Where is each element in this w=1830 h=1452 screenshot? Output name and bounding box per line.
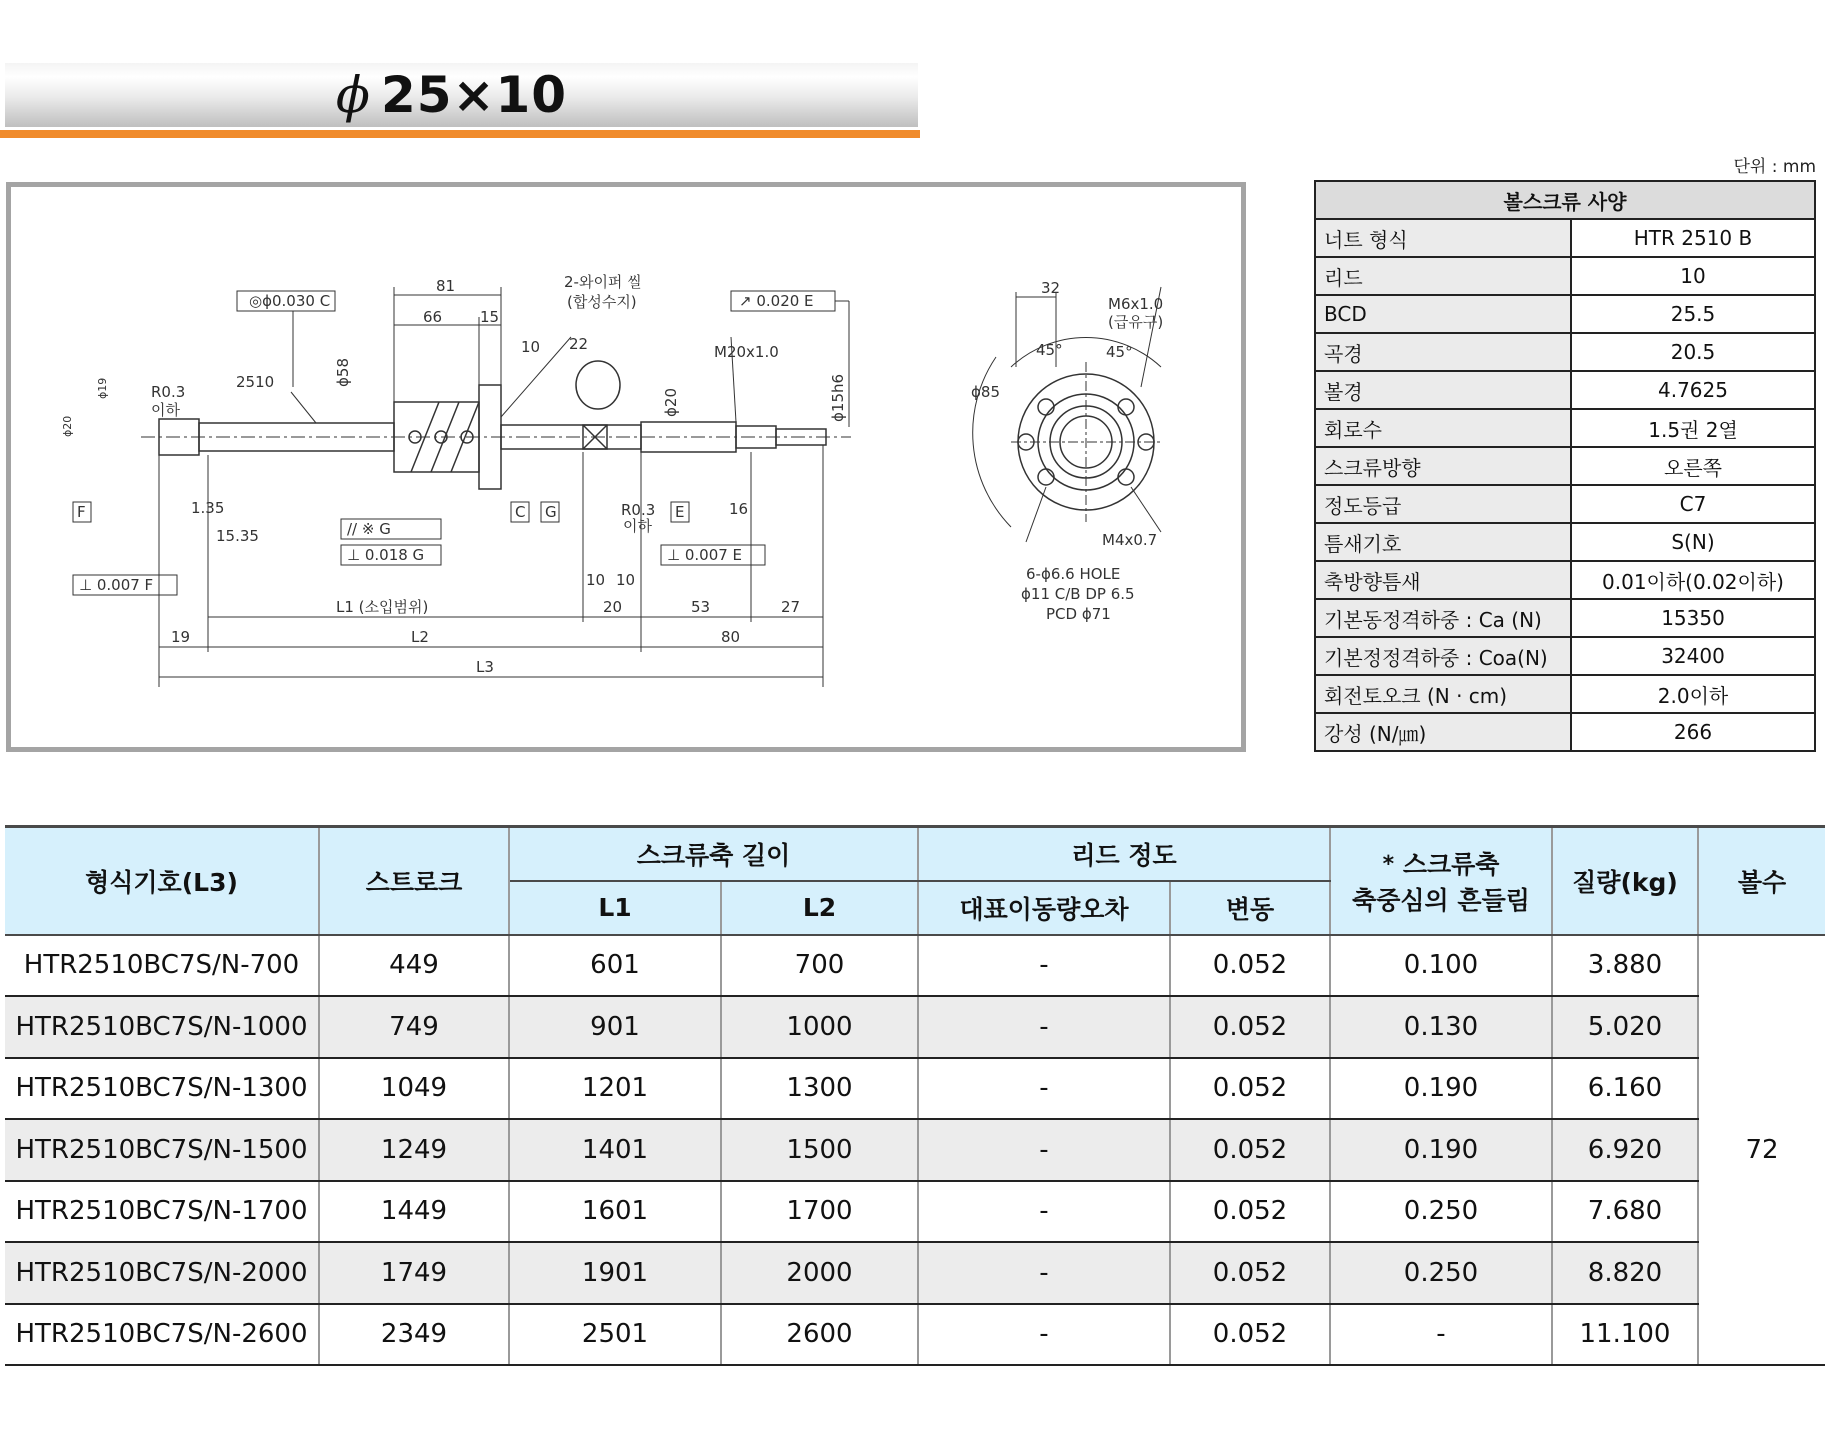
dim-10a: 10 xyxy=(586,571,606,589)
rep-error-cell: - xyxy=(918,1119,1170,1181)
spec-value: 오른쪽 xyxy=(1571,447,1815,485)
spec-value: S(N) xyxy=(1571,523,1815,561)
l1-cell: 1901 xyxy=(509,1242,721,1304)
table-row xyxy=(5,935,1825,997)
model-cell: HTR2510BC7S/N-1700 xyxy=(5,1181,319,1243)
model-cell: HTR2510BC7S/N-1300 xyxy=(5,1058,319,1120)
model-cell: HTR2510BC7S/N-1500 xyxy=(5,1119,319,1181)
spec-value: 2.0이하 xyxy=(1571,675,1815,713)
dim-1535: 15.35 xyxy=(216,527,259,545)
spec-body xyxy=(1315,219,1815,751)
dim-135: 1.35 xyxy=(191,499,225,517)
table-row xyxy=(5,996,1825,1058)
l1-cell: 1601 xyxy=(509,1181,721,1243)
spec-key: 볼경 xyxy=(1315,371,1571,409)
header-runout xyxy=(1330,827,1552,935)
dim-80: 80 xyxy=(721,628,741,646)
spec-key: 회전토오크 (N · cm) xyxy=(1315,675,1571,713)
table-row xyxy=(5,1058,1825,1120)
label-l2: L2 xyxy=(411,628,429,646)
l2-cell: 1300 xyxy=(721,1058,918,1120)
mass-cell: 11.100 xyxy=(1552,1304,1698,1366)
mass-cell: 8.820 xyxy=(1552,1242,1698,1304)
datum-e: E xyxy=(675,503,685,521)
stroke-cell: 749 xyxy=(319,996,509,1058)
dim-27: 27 xyxy=(781,598,801,616)
header-variation: 변동 xyxy=(1170,881,1330,935)
model-cell: HTR2510BC7S/N-1000 xyxy=(5,996,319,1058)
dim-10: 10 xyxy=(521,338,541,356)
mass-cell: 6.160 xyxy=(1552,1058,1698,1120)
spec-value: HTR 2510 B xyxy=(1571,219,1815,257)
l2-cell: 2000 xyxy=(721,1242,918,1304)
title-size: 25×10 xyxy=(381,66,568,124)
technical-drawing xyxy=(6,182,1246,752)
spec-key: 강성 (N/㎛) xyxy=(1315,713,1571,751)
stroke-cell: 449 xyxy=(319,935,509,997)
l2-cell: 1700 xyxy=(721,1181,918,1243)
variation-cell: 0.052 xyxy=(1170,1304,1330,1366)
l2-cell: 2600 xyxy=(721,1304,918,1366)
label-wiper-sub: (합성수지) xyxy=(567,293,637,311)
header-l1: L1 xyxy=(509,881,721,935)
label-m6: M6x1.0 xyxy=(1108,295,1164,313)
title-underline xyxy=(0,130,920,138)
dim-phi15h6: ϕ15h6 xyxy=(829,373,847,422)
rep-error-cell: - xyxy=(918,1058,1170,1120)
dim-45b: 45° xyxy=(1106,343,1133,361)
label-m20: M20x1.0 xyxy=(714,343,779,361)
tol-perp-e: ⊥ 0.007 E xyxy=(667,546,743,564)
table-row xyxy=(5,1304,1825,1366)
model-table-body xyxy=(5,935,1825,1366)
variation-cell: 0.052 xyxy=(1170,996,1330,1058)
spec-row xyxy=(1315,257,1815,295)
runout-line2: 축중심의 흔들림 xyxy=(1352,885,1530,915)
header-model: 형식기호(L3) xyxy=(5,827,319,935)
variation-cell: 0.052 xyxy=(1170,1181,1330,1243)
runout-cell: 0.190 xyxy=(1330,1058,1552,1120)
rep-error-cell: - xyxy=(918,1242,1170,1304)
label-hole2: ϕ11 C/B DP 6.5 xyxy=(1021,585,1135,603)
diameter-symbol: ϕ xyxy=(335,66,372,124)
spec-value: 4.7625 xyxy=(1571,371,1815,409)
dim-45a: 45° xyxy=(1036,341,1063,359)
drawing-svg xyxy=(11,187,1241,747)
l2-cell: 1000 xyxy=(721,996,918,1058)
rep-error-cell: - xyxy=(918,935,1170,997)
spec-value: 20.5 xyxy=(1571,333,1815,371)
mass-cell: 5.020 xyxy=(1552,996,1698,1058)
spec-key: 리드 xyxy=(1315,257,1571,295)
spec-row xyxy=(1315,219,1815,257)
table-row xyxy=(5,1119,1825,1181)
spec-key: 곡경 xyxy=(1315,333,1571,371)
spec-row xyxy=(1315,447,1815,485)
variation-cell: 0.052 xyxy=(1170,1058,1330,1120)
datum-c: C xyxy=(515,503,526,521)
runout-cell: - xyxy=(1330,1304,1552,1366)
label-nut: 2510 xyxy=(236,373,275,391)
dim-phi20-left: ϕ20 xyxy=(61,415,74,437)
spec-value: 32400 xyxy=(1571,637,1815,675)
mass-cell: 3.880 xyxy=(1552,935,1698,997)
spec-row xyxy=(1315,371,1815,409)
spec-value: 15350 xyxy=(1571,599,1815,637)
spec-key: 축방향틈새 xyxy=(1315,561,1571,599)
label-l1: L1 (소입범위) xyxy=(336,598,429,616)
header-balls: 볼수 xyxy=(1698,827,1825,935)
stroke-cell: 1049 xyxy=(319,1058,509,1120)
l2-cell: 1500 xyxy=(721,1119,918,1181)
spec-value: 0.01이하(0.02이하) xyxy=(1571,561,1815,599)
spec-key: 틈새기호 xyxy=(1315,523,1571,561)
spec-row xyxy=(1315,523,1815,561)
tol-perp-f: ⊥ 0.007 F xyxy=(79,576,154,594)
dim-66: 66 xyxy=(423,308,443,326)
stroke-cell: 1249 xyxy=(319,1119,509,1181)
dim-phi20-right: ϕ20 xyxy=(662,388,680,417)
header-mass: 질량(kg) xyxy=(1552,827,1698,935)
datum-f: F xyxy=(77,503,86,521)
l1-cell: 2501 xyxy=(509,1304,721,1366)
header-rep-error: 대표이동량오차 xyxy=(918,881,1170,935)
variation-cell: 0.052 xyxy=(1170,1242,1330,1304)
tol-runout-c: ◎ϕ0.030 C xyxy=(249,292,331,310)
runout-cell: 0.190 xyxy=(1330,1119,1552,1181)
label-l3: L3 xyxy=(476,658,494,676)
runout-cell: 0.250 xyxy=(1330,1181,1552,1243)
header-lead-accuracy: 리드 정도 xyxy=(918,827,1330,881)
runout-cell: 0.130 xyxy=(1330,996,1552,1058)
l1-cell: 1401 xyxy=(509,1119,721,1181)
spec-row xyxy=(1315,675,1815,713)
unit-label: 단위 : mm xyxy=(1733,157,1816,177)
label-below-left: 이하 xyxy=(151,401,180,419)
rep-error-cell: - xyxy=(918,1181,1170,1243)
l1-cell: 901 xyxy=(509,996,721,1058)
runout-line1: 스크류축 xyxy=(1402,849,1500,879)
stroke-cell: 2349 xyxy=(319,1304,509,1366)
label-below-right: 이하 xyxy=(623,517,652,535)
spec-value: C7 xyxy=(1571,485,1815,523)
tol-runout-e: ↗ 0.020 E xyxy=(739,292,814,310)
spec-key: 정도등급 xyxy=(1315,485,1571,523)
spec-row xyxy=(1315,485,1815,523)
dim-22: 22 xyxy=(569,335,589,353)
variation-cell: 0.052 xyxy=(1170,1119,1330,1181)
dim-15: 15 xyxy=(480,308,500,326)
mass-cell: 7.680 xyxy=(1552,1181,1698,1243)
spec-value: 10 xyxy=(1571,257,1815,295)
table-row xyxy=(5,1242,1825,1304)
stroke-cell: 1749 xyxy=(319,1242,509,1304)
l1-cell: 1201 xyxy=(509,1058,721,1120)
label-m6-sub: (급유구) xyxy=(1108,313,1164,331)
label-pcd: PCD ϕ71 xyxy=(1046,605,1111,623)
page-title xyxy=(0,63,913,127)
spec-table xyxy=(1314,180,1816,752)
spec-value: 266 xyxy=(1571,713,1815,751)
dim-53: 53 xyxy=(691,598,711,616)
spec-header: 볼스크류 사양 xyxy=(1315,181,1815,219)
spec-key: 기본동정격하중 : Ca (N) xyxy=(1315,599,1571,637)
runout-cell: 0.100 xyxy=(1330,935,1552,997)
dim-phi19: ϕ19 xyxy=(96,377,109,399)
l2-cell: 700 xyxy=(721,935,918,997)
label-m4: M4x0.7 xyxy=(1102,531,1158,549)
spec-row xyxy=(1315,333,1815,371)
label-hole1: 6-ϕ6.6 HOLE xyxy=(1026,565,1121,583)
spec-key: 기본정정격하중 : Coa(N) xyxy=(1315,637,1571,675)
dim-phi58: ϕ58 xyxy=(334,358,352,387)
model-table xyxy=(5,825,1825,1366)
dim-19: 19 xyxy=(171,628,191,646)
runout-star: * xyxy=(1382,851,1395,877)
model-cell: HTR2510BC7S/N-2600 xyxy=(5,1304,319,1366)
dim-32: 32 xyxy=(1041,279,1061,297)
datum-g: G xyxy=(545,503,557,521)
spec-value: 1.5권 2열 xyxy=(1571,409,1815,447)
dim-81: 81 xyxy=(436,277,456,295)
table-row xyxy=(5,1181,1825,1243)
spec-key: 너트 형식 xyxy=(1315,219,1571,257)
spec-row xyxy=(1315,637,1815,675)
runout-cell: 0.250 xyxy=(1330,1242,1552,1304)
label-r03-right: R0.3 xyxy=(621,501,656,519)
tol-perp-g: ⊥ 0.018 G xyxy=(347,546,425,564)
label-wiper: 2-와이퍼 씰 xyxy=(564,273,642,291)
rep-error-cell: - xyxy=(918,996,1170,1058)
header-l2: L2 xyxy=(721,881,918,935)
spec-row xyxy=(1315,409,1815,447)
l1-cell: 601 xyxy=(509,935,721,997)
header-shaft-length: 스크류축 길이 xyxy=(509,827,918,881)
balls-cell: 72 xyxy=(1698,935,1825,1366)
variation-cell: 0.052 xyxy=(1170,935,1330,997)
spec-key: 스크류방향 xyxy=(1315,447,1571,485)
dim-85: ϕ85 xyxy=(971,383,1000,401)
spec-key: BCD xyxy=(1315,295,1571,333)
spec-key: 회로수 xyxy=(1315,409,1571,447)
spec-row xyxy=(1315,561,1815,599)
dim-16: 16 xyxy=(729,500,749,518)
spec-row xyxy=(1315,599,1815,637)
spec-row xyxy=(1315,295,1815,333)
dim-20: 20 xyxy=(603,598,623,616)
mass-cell: 6.920 xyxy=(1552,1119,1698,1181)
spec-row xyxy=(1315,713,1815,751)
model-cell: HTR2510BC7S/N-2000 xyxy=(5,1242,319,1304)
dim-10b: 10 xyxy=(616,571,636,589)
label-r03-left: R0.3 xyxy=(151,383,186,401)
rep-error-cell: - xyxy=(918,1304,1170,1366)
tol-parallel-g: // ※ G xyxy=(347,520,391,538)
model-cell: HTR2510BC7S/N-700 xyxy=(5,935,319,997)
stroke-cell: 1449 xyxy=(319,1181,509,1243)
header-stroke: 스트로크 xyxy=(319,827,509,935)
spec-value: 25.5 xyxy=(1571,295,1815,333)
